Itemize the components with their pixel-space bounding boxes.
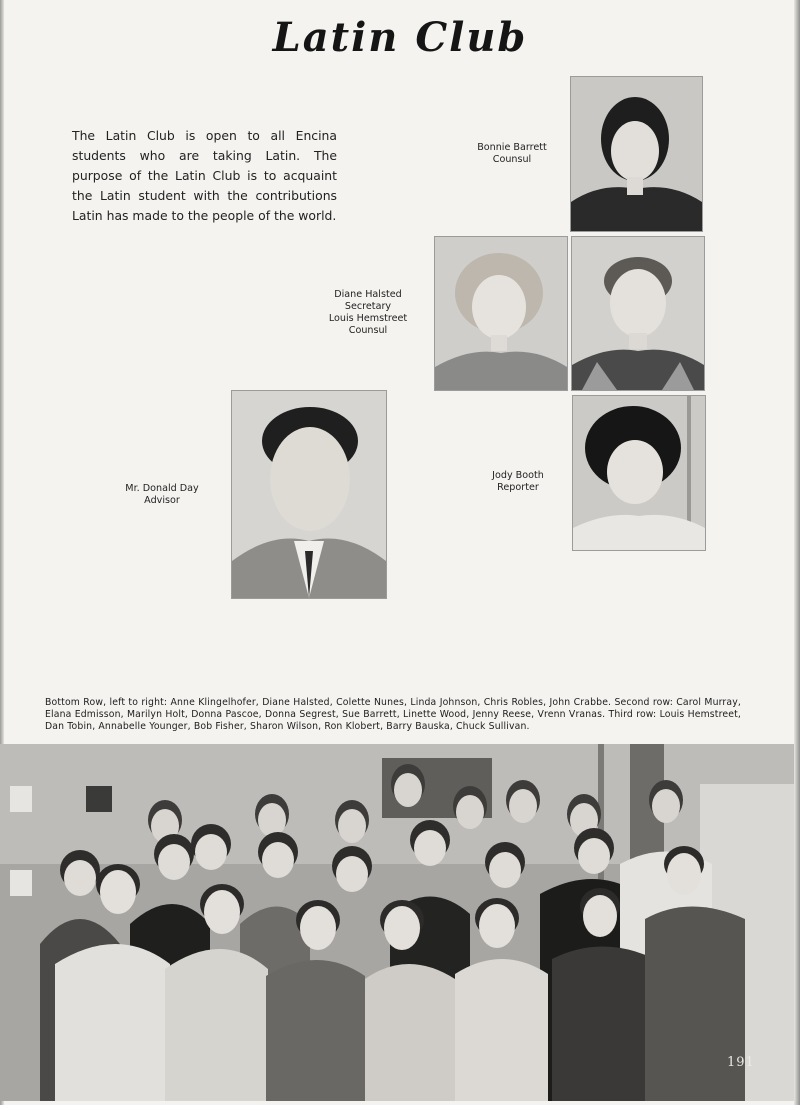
portrait-diane-halsted: [434, 236, 568, 391]
officer-name: Bonnie Barrett: [477, 142, 547, 153]
portrait-donald-day: [231, 390, 387, 599]
page-number: 191: [727, 1055, 755, 1070]
portrait-jody-booth: [572, 395, 706, 551]
officer-caption-diane-louis: [318, 289, 418, 337]
officer-name: Diane Halsted: [334, 289, 402, 300]
page-title: Latin Club: [272, 14, 528, 61]
officer-name: Jody Booth: [492, 470, 544, 481]
officer-title: Secretary: [344, 301, 392, 312]
portrait-bonnie-barrett: [570, 76, 703, 232]
officer-caption-jody: [468, 470, 568, 494]
portrait-louis-hemstreet: [571, 236, 705, 391]
advisor-name: Mr. Donald Day: [125, 483, 199, 494]
group-photo: [0, 744, 794, 1101]
advisor-caption: [112, 483, 212, 507]
officer-title: Reporter: [497, 482, 539, 493]
page-outer-edge: [794, 0, 800, 1105]
intro-paragraph: The Latin Club is open to all Encina students who are taking Latin. The purpose of the Latin Club is to acquaint the Latin student with the contributions Latin has made to the people of the world.: [72, 128, 337, 223]
officer-title: Counsul: [492, 154, 532, 165]
officer-title: Counsul: [348, 325, 388, 336]
group-roster-caption: Bottom Row, left to right: Anne Klingelhofer, Diane Halsted, Colette Nunes, Linda Johnson, Chris Robles, John Crabbe. Second row: Carol Murray, Elana Edmisson, Marilyn Holt, Donna Pascoe, Donna Segrest, Sue Barrett, Linette Wood, Jenny Reese, Vrenn Vranas. Third row: Louis Hemstreet, Dan Tobin, Annabelle Younger, Bob Fisher, Sharon Wilson, Ron Klobert, Barry Bauska, Chuck Sullivan.: [45, 697, 741, 733]
officer-name: Louis Hemstreet: [328, 313, 408, 324]
advisor-title: Advisor: [144, 495, 180, 506]
officer-caption-bonnie: [462, 142, 562, 166]
